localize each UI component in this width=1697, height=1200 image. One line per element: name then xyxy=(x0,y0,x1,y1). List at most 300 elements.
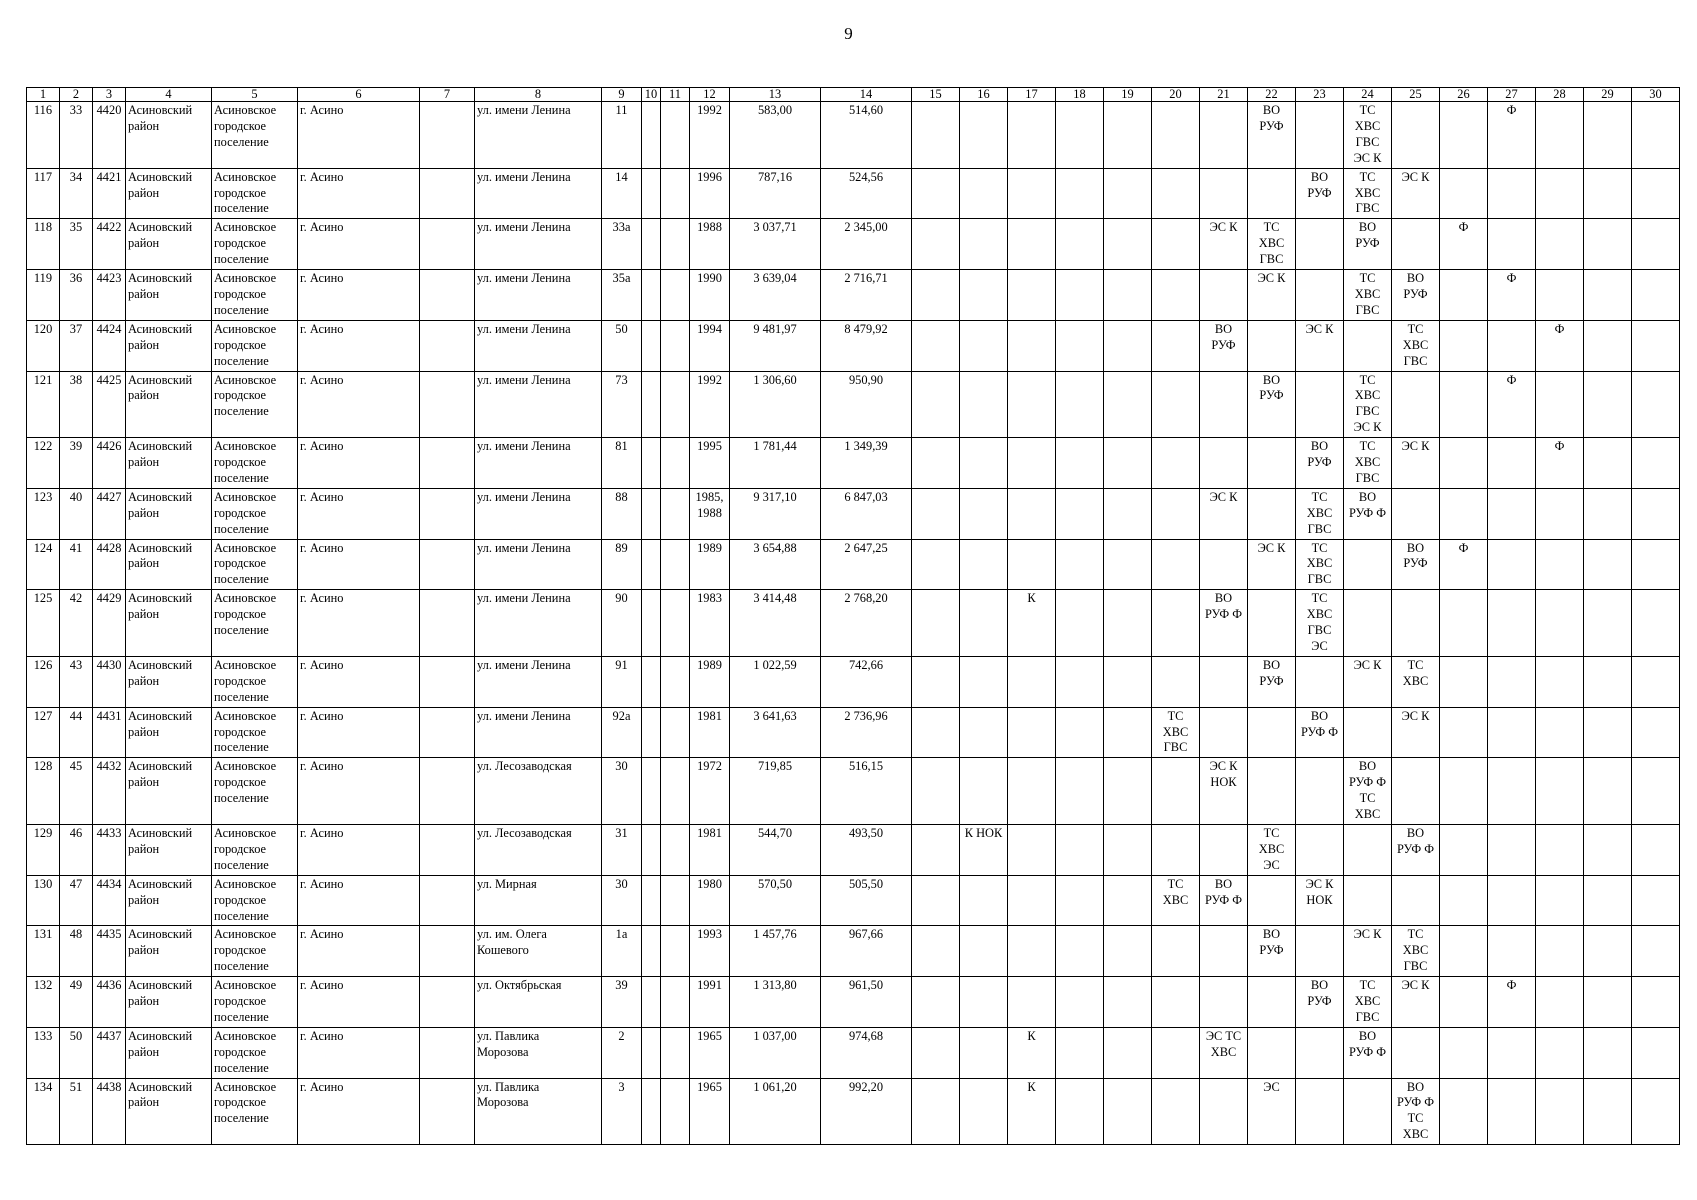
cell-col-7 xyxy=(420,1078,475,1145)
cell-col-20 xyxy=(1152,758,1200,825)
cell-col-21 xyxy=(1200,758,1248,825)
cell-col-13: 9 481,97 xyxy=(730,320,821,371)
cell-text-line: ГВС xyxy=(1355,1009,1380,1024)
column-header-16: 16 xyxy=(960,88,1008,102)
column-header-21: 21 xyxy=(1200,88,1248,102)
cell-text-line: ТС xyxy=(1167,876,1184,891)
cell-col-9: 88 xyxy=(602,488,642,539)
cell-col-25 xyxy=(1392,219,1440,270)
cell-text-line: ГВС xyxy=(1307,521,1332,536)
cell-col-26 xyxy=(1440,656,1488,707)
cell-col-14: 524,56 xyxy=(821,168,912,219)
cell-col-7 xyxy=(420,438,475,489)
cell-col-14: 950,90 xyxy=(821,371,912,438)
cell-text-line: 1989 xyxy=(697,540,722,555)
cell-col-14: 8 479,92 xyxy=(821,320,912,371)
cell-col-4 xyxy=(126,926,212,977)
cell-text-line: ХВС xyxy=(1402,1127,1429,1142)
cell-col-12 xyxy=(690,1027,730,1078)
cell-col-6: г. Асино xyxy=(298,320,420,371)
cell-col-28 xyxy=(1536,488,1584,539)
cell-col-21 xyxy=(1200,590,1248,657)
cell-text-line: ХВС xyxy=(1402,337,1429,352)
cell-col-12 xyxy=(690,926,730,977)
cell-text-line: Асиновский xyxy=(128,439,193,454)
cell-text-line: ТС xyxy=(1407,927,1424,942)
cell-col-14: 2 768,20 xyxy=(821,590,912,657)
cell-col-26 xyxy=(1440,320,1488,371)
cell-col-27 xyxy=(1488,219,1536,270)
table-row xyxy=(27,320,1680,371)
table-row xyxy=(27,102,1680,169)
cell-col-5 xyxy=(212,438,298,489)
cell-col-19 xyxy=(1104,270,1152,321)
cell-text-line: ХВС xyxy=(1354,455,1381,470)
cell-col-14: 742,66 xyxy=(821,656,912,707)
cell-col-2: 47 xyxy=(60,875,93,926)
cell-col-3: 4438 xyxy=(93,1078,126,1145)
cell-col-16 xyxy=(960,707,1008,758)
cell-text-line: Ф xyxy=(1506,372,1517,387)
cell-text-line: ТС xyxy=(1407,657,1424,672)
cell-text-line: поселение xyxy=(214,1009,269,1024)
cell-col-19 xyxy=(1104,758,1152,825)
cell-col-13: 719,85 xyxy=(730,758,821,825)
cell-text-line: РУФ xyxy=(1307,455,1332,470)
cell-col-9: 31 xyxy=(602,824,642,875)
cell-text-line: Асиновское xyxy=(214,591,277,606)
cell-col-26 xyxy=(1440,1027,1488,1078)
cell-col-2: 33 xyxy=(60,102,93,169)
cell-text-line: ул. им. Олега xyxy=(477,927,547,942)
cell-col-17 xyxy=(1008,656,1056,707)
cell-col-11 xyxy=(661,590,690,657)
cell-text-line: ЭС К xyxy=(1257,271,1286,286)
cell-col-3: 4436 xyxy=(93,977,126,1028)
cell-col-18 xyxy=(1056,371,1104,438)
cell-text-line: ХВС xyxy=(1354,994,1381,1009)
cell-col-13: 9 317,10 xyxy=(730,488,821,539)
cell-col-3: 4430 xyxy=(93,656,126,707)
cell-col-14: 6 847,03 xyxy=(821,488,912,539)
cell-text-line: район xyxy=(128,455,160,470)
column-header-29: 29 xyxy=(1584,88,1632,102)
cell-text-line: ХВС xyxy=(1258,236,1285,251)
cell-text-line: ХВС xyxy=(1162,724,1189,739)
cell-col-18 xyxy=(1056,438,1104,489)
cell-col-15 xyxy=(912,219,960,270)
cell-col-6: г. Асино xyxy=(298,219,420,270)
cell-col-28 xyxy=(1536,875,1584,926)
cell-col-15 xyxy=(912,371,960,438)
cell-text-line: 1988 xyxy=(697,220,722,235)
cell-col-1: 131 xyxy=(27,926,60,977)
cell-col-16 xyxy=(960,371,1008,438)
cell-text-line: Асиновский xyxy=(128,978,193,993)
cell-col-17 xyxy=(1008,168,1056,219)
column-header-9: 9 xyxy=(602,88,642,102)
cell-col-15 xyxy=(912,926,960,977)
cell-col-13: 583,00 xyxy=(730,102,821,169)
cell-col-26 xyxy=(1440,707,1488,758)
cell-text-line: ГВС xyxy=(1307,623,1332,638)
cell-col-8 xyxy=(475,758,602,825)
cell-col-27 xyxy=(1488,977,1536,1028)
cell-text-line: ЭС К xyxy=(1353,150,1382,165)
cell-text-line: район xyxy=(128,724,160,739)
cell-col-26 xyxy=(1440,758,1488,825)
column-header-1: 1 xyxy=(27,88,60,102)
cell-text-line: 1993 xyxy=(697,927,722,942)
cell-col-16 xyxy=(960,656,1008,707)
cell-col-8 xyxy=(475,488,602,539)
cell-text-line: городское xyxy=(214,943,267,958)
cell-col-24 xyxy=(1344,707,1392,758)
cell-text-line: ул. имени Ленина xyxy=(477,321,571,336)
cell-col-27 xyxy=(1488,926,1536,977)
cell-text-line: Асиновское xyxy=(214,169,277,184)
cell-text-line: ТС xyxy=(1359,372,1376,387)
cell-col-12 xyxy=(690,590,730,657)
cell-col-22 xyxy=(1248,270,1296,321)
cell-text-line: РУФ xyxy=(1259,943,1284,958)
cell-col-19 xyxy=(1104,824,1152,875)
cell-text-line: ЭС К xyxy=(1305,321,1334,336)
cell-col-6: г. Асино xyxy=(298,875,420,926)
cell-text-line: Асиновское xyxy=(214,220,277,235)
cell-col-28 xyxy=(1536,926,1584,977)
cell-text-line: 1990 xyxy=(697,271,722,286)
cell-col-17 xyxy=(1008,875,1056,926)
cell-col-2: 46 xyxy=(60,824,93,875)
column-header-12: 12 xyxy=(690,88,730,102)
cell-col-11 xyxy=(661,707,690,758)
cell-col-30 xyxy=(1632,875,1680,926)
cell-col-14: 2 736,96 xyxy=(821,707,912,758)
cell-col-10 xyxy=(642,1078,661,1145)
cell-col-23 xyxy=(1296,270,1344,321)
cell-text-line: РУФ xyxy=(1259,388,1284,403)
cell-col-11 xyxy=(661,488,690,539)
cell-col-18 xyxy=(1056,758,1104,825)
cell-col-6: г. Асино xyxy=(298,270,420,321)
cell-col-29 xyxy=(1584,977,1632,1028)
cell-col-23 xyxy=(1296,824,1344,875)
cell-col-28 xyxy=(1536,371,1584,438)
cell-col-6: г. Асино xyxy=(298,656,420,707)
cell-col-22 xyxy=(1248,1027,1296,1078)
cell-text-line: Асиновское xyxy=(214,708,277,723)
cell-col-1: 120 xyxy=(27,320,60,371)
cell-text-line: район xyxy=(128,607,160,622)
cell-col-29 xyxy=(1584,707,1632,758)
cell-col-9: 30 xyxy=(602,758,642,825)
cell-col-7 xyxy=(420,926,475,977)
cell-col-10 xyxy=(642,320,661,371)
cell-col-4 xyxy=(126,539,212,590)
cell-col-24 xyxy=(1344,219,1392,270)
cell-col-21 xyxy=(1200,102,1248,169)
cell-col-6: г. Асино xyxy=(298,824,420,875)
cell-text-line: ул. имени Ленина xyxy=(477,657,571,672)
cell-text-line: РУФ xyxy=(1307,994,1332,1009)
cell-text-line: ТС xyxy=(1359,439,1376,454)
cell-col-9: 35а xyxy=(602,270,642,321)
cell-col-12 xyxy=(690,656,730,707)
cell-text-line: район xyxy=(128,673,160,688)
cell-col-5 xyxy=(212,168,298,219)
cell-col-12 xyxy=(690,219,730,270)
cell-col-25 xyxy=(1392,656,1440,707)
cell-col-23 xyxy=(1296,168,1344,219)
cell-col-27 xyxy=(1488,824,1536,875)
cell-col-6: г. Асино xyxy=(298,488,420,539)
cell-col-4 xyxy=(126,168,212,219)
cell-col-5 xyxy=(212,926,298,977)
cell-text-line: городское xyxy=(214,337,267,352)
cell-col-17 xyxy=(1008,219,1056,270)
cell-col-30 xyxy=(1632,824,1680,875)
cell-col-16 xyxy=(960,320,1008,371)
column-header-22: 22 xyxy=(1248,88,1296,102)
cell-col-21 xyxy=(1200,656,1248,707)
cell-col-22 xyxy=(1248,102,1296,169)
cell-col-6: г. Асино xyxy=(298,1027,420,1078)
cell-text-line: ЭС К xyxy=(1353,657,1382,672)
cell-col-3: 4437 xyxy=(93,1027,126,1078)
cell-col-25 xyxy=(1392,270,1440,321)
cell-col-30 xyxy=(1632,219,1680,270)
cell-col-22 xyxy=(1248,320,1296,371)
column-number-header-row xyxy=(27,88,1680,102)
cell-text-line: городское xyxy=(214,994,267,1009)
cell-col-25 xyxy=(1392,758,1440,825)
cell-col-24 xyxy=(1344,875,1392,926)
cell-col-8 xyxy=(475,707,602,758)
cell-col-25 xyxy=(1392,824,1440,875)
cell-text-line: ВО xyxy=(1406,1079,1425,1094)
cell-col-25 xyxy=(1392,539,1440,590)
cell-col-15 xyxy=(912,758,960,825)
cell-col-15 xyxy=(912,977,960,1028)
cell-col-10 xyxy=(642,656,661,707)
cell-col-10 xyxy=(642,875,661,926)
cell-col-12 xyxy=(690,875,730,926)
cell-col-17 xyxy=(1008,539,1056,590)
cell-col-27 xyxy=(1488,168,1536,219)
cell-col-1: 126 xyxy=(27,656,60,707)
cell-col-19 xyxy=(1104,539,1152,590)
cell-col-27 xyxy=(1488,102,1536,169)
cell-col-2: 41 xyxy=(60,539,93,590)
cell-text-line: городское xyxy=(214,1095,267,1110)
column-header-14: 14 xyxy=(821,88,912,102)
cell-text-line: РУФ Ф xyxy=(1396,841,1435,856)
cell-text-line: 1996 xyxy=(697,169,722,184)
cell-col-5 xyxy=(212,102,298,169)
cell-text-line: Асиновский xyxy=(128,220,193,235)
cell-col-19 xyxy=(1104,219,1152,270)
cell-text-line: поселение xyxy=(214,353,269,368)
table-row xyxy=(27,438,1680,489)
cell-text-line: ВО xyxy=(1406,825,1425,840)
table-row xyxy=(27,270,1680,321)
cell-col-19 xyxy=(1104,371,1152,438)
cell-col-3: 4427 xyxy=(93,488,126,539)
cell-text-line: Ф xyxy=(1506,978,1517,993)
cell-col-23 xyxy=(1296,977,1344,1028)
cell-col-16 xyxy=(960,270,1008,321)
cell-col-5 xyxy=(212,371,298,438)
cell-col-17 xyxy=(1008,1027,1056,1078)
cell-text-line: Асиновский xyxy=(128,271,193,286)
cell-text-line: район xyxy=(128,236,160,251)
cell-col-27 xyxy=(1488,270,1536,321)
cell-col-24 xyxy=(1344,270,1392,321)
cell-text-line: городское xyxy=(214,455,267,470)
cell-col-15 xyxy=(912,320,960,371)
cell-col-18 xyxy=(1056,977,1104,1028)
cell-text-line: ХВС xyxy=(1354,388,1381,403)
housing-register-table xyxy=(26,87,1680,1145)
cell-col-28 xyxy=(1536,707,1584,758)
cell-col-25 xyxy=(1392,102,1440,169)
cell-col-9: 90 xyxy=(602,590,642,657)
cell-col-30 xyxy=(1632,539,1680,590)
cell-col-27 xyxy=(1488,539,1536,590)
cell-col-2: 39 xyxy=(60,438,93,489)
cell-col-19 xyxy=(1104,656,1152,707)
cell-col-17 xyxy=(1008,438,1056,489)
cell-col-5 xyxy=(212,1078,298,1145)
cell-col-4 xyxy=(126,1078,212,1145)
cell-col-9: 91 xyxy=(602,656,642,707)
cell-text-line: Асиновский xyxy=(128,169,193,184)
cell-text-line: район xyxy=(128,286,160,301)
cell-col-16 xyxy=(960,590,1008,657)
cell-col-28 xyxy=(1536,977,1584,1028)
cell-col-7 xyxy=(420,758,475,825)
cell-col-15 xyxy=(912,656,960,707)
cell-col-15 xyxy=(912,1027,960,1078)
cell-col-27 xyxy=(1488,1027,1536,1078)
cell-col-13: 3 654,88 xyxy=(730,539,821,590)
cell-col-2: 51 xyxy=(60,1078,93,1145)
cell-col-30 xyxy=(1632,371,1680,438)
cell-col-5 xyxy=(212,977,298,1028)
cell-col-20 xyxy=(1152,1078,1200,1145)
cell-text-line: ул. Мирная xyxy=(477,876,537,891)
cell-col-30 xyxy=(1632,320,1680,371)
cell-col-22 xyxy=(1248,590,1296,657)
cell-text-line: городское xyxy=(214,556,267,571)
cell-col-11 xyxy=(661,875,690,926)
cell-col-5 xyxy=(212,656,298,707)
cell-col-5 xyxy=(212,707,298,758)
cell-col-22 xyxy=(1248,926,1296,977)
cell-col-9: 92а xyxy=(602,707,642,758)
table-row xyxy=(27,875,1680,926)
cell-col-23 xyxy=(1296,1027,1344,1078)
cell-col-29 xyxy=(1584,168,1632,219)
column-header-28: 28 xyxy=(1536,88,1584,102)
cell-text-line: городское xyxy=(214,1044,267,1059)
cell-text-line: РУФ xyxy=(1307,185,1332,200)
cell-text-line: 1981 xyxy=(697,708,722,723)
cell-col-11 xyxy=(661,320,690,371)
cell-col-12 xyxy=(690,102,730,169)
cell-col-3: 4423 xyxy=(93,270,126,321)
cell-col-22 xyxy=(1248,168,1296,219)
cell-col-30 xyxy=(1632,758,1680,825)
cell-col-12 xyxy=(690,1078,730,1145)
cell-col-6: г. Асино xyxy=(298,977,420,1028)
cell-col-27 xyxy=(1488,371,1536,438)
cell-text-line: ХВС xyxy=(1354,118,1381,133)
cell-text-line: поселение xyxy=(214,791,269,806)
cell-col-13: 1 306,60 xyxy=(730,371,821,438)
table-row xyxy=(27,656,1680,707)
table-row xyxy=(27,1027,1680,1078)
cell-col-14: 992,20 xyxy=(821,1078,912,1145)
cell-text-line: ХВС xyxy=(1402,673,1429,688)
cell-col-29 xyxy=(1584,875,1632,926)
cell-col-15 xyxy=(912,539,960,590)
cell-text-line: ГВС xyxy=(1355,404,1380,419)
cell-col-4 xyxy=(126,438,212,489)
cell-col-7 xyxy=(420,102,475,169)
cell-col-5 xyxy=(212,824,298,875)
cell-col-4 xyxy=(126,875,212,926)
cell-text-line: городское xyxy=(214,236,267,251)
column-header-20: 20 xyxy=(1152,88,1200,102)
cell-text-line: ЭС ТС xyxy=(1205,1028,1242,1043)
cell-col-18 xyxy=(1056,270,1104,321)
cell-text-line: ЭС К xyxy=(1209,220,1238,235)
cell-col-23 xyxy=(1296,488,1344,539)
cell-col-28 xyxy=(1536,656,1584,707)
housing-register-table-container xyxy=(26,87,1680,1145)
cell-text-line: ВО xyxy=(1214,591,1233,606)
cell-text-line: городское xyxy=(214,607,267,622)
cell-text-line: ВО xyxy=(1262,372,1281,387)
cell-col-1: 130 xyxy=(27,875,60,926)
cell-col-28 xyxy=(1536,539,1584,590)
cell-text-line: ТС xyxy=(1407,321,1424,336)
cell-text-line: ВО xyxy=(1358,220,1377,235)
cell-col-3: 4431 xyxy=(93,707,126,758)
cell-text-line: ЭС К xyxy=(1401,978,1430,993)
cell-col-6: г. Асино xyxy=(298,539,420,590)
cell-col-27 xyxy=(1488,1078,1536,1145)
cell-text-line: 1965 xyxy=(697,1028,722,1043)
cell-col-13: 1 022,59 xyxy=(730,656,821,707)
column-header-17: 17 xyxy=(1008,88,1056,102)
table-row xyxy=(27,168,1680,219)
cell-col-14: 514,60 xyxy=(821,102,912,169)
cell-col-15 xyxy=(912,488,960,539)
cell-text-line: городское xyxy=(214,892,267,907)
cell-col-29 xyxy=(1584,488,1632,539)
cell-text-line: Ф xyxy=(1554,321,1565,336)
cell-col-26 xyxy=(1440,590,1488,657)
cell-col-21 xyxy=(1200,219,1248,270)
cell-col-22 xyxy=(1248,1078,1296,1145)
cell-col-23 xyxy=(1296,320,1344,371)
cell-text-line: ГВС xyxy=(1403,959,1428,974)
cell-col-3: 4434 xyxy=(93,875,126,926)
cell-text-line: 1972 xyxy=(697,759,722,774)
